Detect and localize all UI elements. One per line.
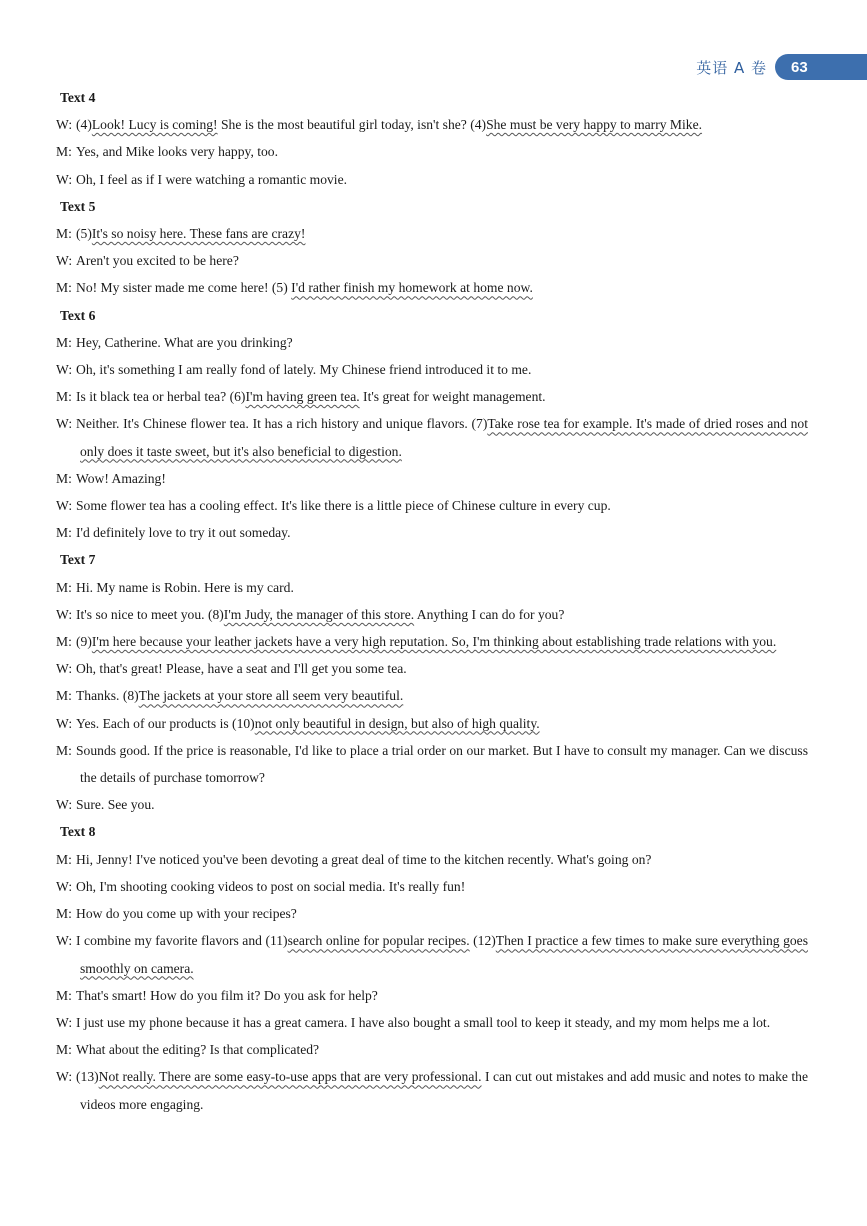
dialogue-line [56,682,808,709]
answer-underline-text: Take rose tea for example. It's made of dried roses and not only does it taste sweet, but it's also beneficial to digestion. [80,416,808,459]
dialogue-text: (9) [76,634,92,650]
speaker-label: M: [56,634,72,650]
speaker-label: W: [56,606,73,622]
section-title: Text 4 [60,90,96,105]
dialogue-line [56,1063,808,1117]
speaker-label: M: [56,226,72,242]
answer-underline-text: Look! Lucy is coming! [91,117,218,133]
dialogue-text: I'd definitely love to try it out someday. [76,525,291,541]
speaker-label: M: [56,579,72,595]
speaker-label: M: [56,389,72,405]
dialogue-text: No! My sister made me come here! (5) [76,280,292,296]
speaker-label: W: [56,715,73,731]
section-title: Text 6 [60,307,96,323]
dialogue-text: Yes, and Mike looks very happy, too. [76,144,279,160]
dialogue-line [56,356,808,383]
speaker-label: W: [56,1014,73,1030]
dialogue-line [56,138,808,165]
speaker-label: W: [56,878,73,894]
dialogue-line [56,111,808,138]
dialogue-line [56,900,808,927]
dialogue-line [56,492,808,519]
speaker-label: M: [56,144,72,160]
answer-underline-text: She must be very happy to marry Mike. [486,117,703,133]
speaker-label: W: [56,253,73,269]
dialogue-line [56,465,808,492]
answer-underline-text: It's so noisy here. These fans are crazy! [91,226,306,242]
page-number: 63 [791,58,808,76]
dialogue-text: Sure. See you. [76,797,155,813]
speaker-label: W: [56,362,73,378]
dialogue-text: I just use my phone because it has a great camera. I have also bought a small tool to keep it steady, and my mom helps me a lot. [76,1014,771,1030]
dialogue-text: It's so nice to meet you. (8) [76,606,224,622]
speaker-label: W: [56,797,73,813]
dialogue-text: Aren't you excited to be here? [76,253,239,269]
dialogue-line [56,247,808,274]
answer-underline-text: I'd rather finish my homework at home now. [291,280,533,296]
dialogue-line [56,628,808,655]
speaker-label: M: [56,470,72,486]
dialogue-text: What about the editing? Is that complicated? [76,1042,320,1058]
book-title: 英语 A 卷 [696,58,767,77]
speaker-label: M: [56,987,72,1003]
dialogue-line [56,710,808,737]
dialogue-line [56,927,808,981]
dialogue-line [56,846,808,873]
dialogue-text: I can cut out mistakes and add music and notes to make the videos more engaging. [80,1069,808,1112]
dialogue-line [56,220,808,247]
section-title: Text 8 [60,824,96,840]
transcript-content [56,84,808,1118]
dialogue-text: Hey, Catherine. What are you drinking? [76,334,293,350]
dialogue-text: Hi. My name is Robin. Here is my card. [76,579,294,595]
speaker-label: M: [56,851,72,867]
dialogue-text: Wow! Amazing! [76,470,166,486]
dialogue-line [56,410,808,464]
dialogue-text: Thanks. (8) [76,688,139,704]
dialogue-text: Neither. It's Chinese flower tea. It has a rich history and unique flavors. (7) [76,416,488,432]
speaker-label: W: [56,416,73,432]
dialogue-text: Oh, it's something I am really fond of lately. My Chinese friend introduced it to me. [76,362,532,378]
answer-underline-text: The jackets at your store all seem very beautiful. [138,688,404,704]
dialogue-text: Yes. Each of our products is (10) [76,715,255,731]
answer-underline-text: Then I practice a few times to make sure everything goes smoothly on camera. [80,933,808,976]
dialogue-text: Anything I can do for you? [414,606,565,622]
dialogue-text: Sounds good. If the price is reasonable, I'd like to place a trial order on our market. But I have to consult my manager. Can we discuss the details of purchase tomorrow? [76,742,808,786]
speaker-label: W: [56,933,73,949]
dialogue-line [56,1036,808,1063]
dialogue-text: It's great for weight management. [359,389,546,405]
dialogue-line [56,383,808,410]
dialogue-line [56,166,808,193]
dialogue-text: How do you come up with your recipes? [76,906,297,922]
dialogue-text: Oh, I feel as if I were watching a romantic movie. [76,171,348,187]
answer-underline-text: Not really. There are some easy-to-use apps that are very professional. [98,1069,482,1085]
speaker-label: M: [56,334,72,350]
answer-underline-text: I'm Judy, the manager of this store. [223,606,415,622]
speaker-label: W: [56,661,73,677]
dialogue-text: I combine my favorite flavors and (11) [76,933,288,949]
dialogue-line [56,873,808,900]
dialogue-text: That's smart! How do you film it? Do you ask for help? [76,987,378,1003]
section-title: Text 5 [60,198,96,214]
dialogue-line [56,737,808,791]
dialogue-text: Oh, I'm shooting cooking videos to post on social media. It's really fun! [76,878,466,894]
speaker-label: M: [56,525,72,541]
dialogue-text: Is it black tea or herbal tea? (6) [76,389,246,405]
speaker-label: W: [56,117,73,133]
speaker-label: M: [56,1042,72,1058]
dialogue-line [56,574,808,601]
answer-underline-text: not only beautiful in design, but also of high quality. [254,715,540,731]
dialogue-text: Some flower tea has a cooling effect. It's like there is a little piece of Chinese culture in every cup. [76,498,611,514]
dialogue-text: (13) [76,1069,99,1085]
dialogue-line [56,274,808,301]
page-number-tab [775,54,867,80]
dialogue-line [56,519,808,546]
dialogue-text: (12) [469,933,496,949]
speaker-label: M: [56,742,72,758]
section-title: Text 7 [60,552,96,568]
answer-underline-text: I'm here because your leather jackets have a very high reputation. So, I'm thinking about establishing trade relations with you. [91,634,777,650]
dialogue-text: Hi, Jenny! I've noticed you've been devoting a great deal of time to the kitchen recently. What's going on? [76,851,652,867]
dialogue-line [56,1009,808,1036]
page-header [696,52,867,82]
speaker-label: M: [56,280,72,296]
speaker-label: W: [56,498,73,514]
dialogue-line [56,329,808,356]
dialogue-line [56,601,808,628]
dialogue-line [56,791,808,818]
dialogue-text: (4) [76,117,92,133]
answer-underline-text: search online for popular recipes. [287,933,470,949]
speaker-label: M: [56,906,72,922]
dialogue-text: (5) [76,226,92,242]
answer-underline-text: I'm having green tea. [245,389,360,405]
speaker-label: W: [56,1069,73,1085]
speaker-label: W: [56,171,73,187]
dialogue-line [56,655,808,682]
dialogue-text: She is the most beautiful girl today, isn't she? (4) [217,117,487,133]
dialogue-text: Oh, that's great! Please, have a seat and I'll get you some tea. [76,661,407,677]
speaker-label: M: [56,688,72,704]
dialogue-line [56,982,808,1009]
